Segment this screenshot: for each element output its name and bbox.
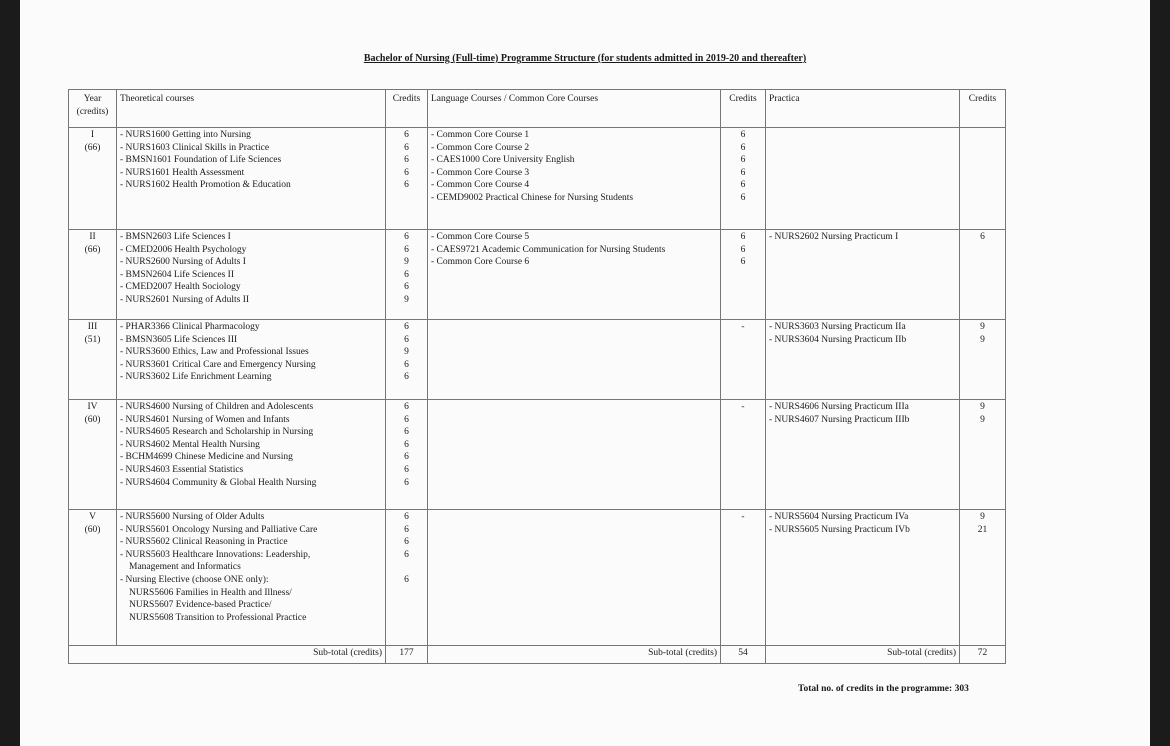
no-language-credits: -	[741, 402, 745, 412]
credit-value: 6	[404, 439, 409, 450]
credit-value: 9	[980, 334, 985, 345]
course-item: - NURS1601 Health Assessment	[120, 167, 382, 180]
year-cell	[69, 320, 117, 400]
spacer	[389, 561, 424, 574]
theoretical-cell	[117, 320, 386, 400]
language-course-item: - Common Core Course 5	[431, 231, 717, 244]
elective-credit: 6	[404, 574, 409, 585]
credit-value: 6	[740, 192, 746, 203]
year-row	[69, 128, 1006, 230]
language-cell	[428, 320, 721, 400]
credit-value: 6	[980, 232, 985, 242]
course-item: - NURS4602 Mental Health Nursing	[120, 439, 382, 452]
course-item: - NURS4605 Research and Scholarship in Nursing	[120, 426, 382, 439]
credit-value: 6	[740, 142, 746, 153]
credit-value: 6	[404, 155, 409, 166]
credit-value: 6	[404, 537, 409, 548]
page-title: Bachelor of Nursing (Full-time) Programme Structure (for students admitted in 2019-20 and thereafter)	[363, 53, 807, 64]
language-course-item: - CAES9721 Academic Communication for Nursing Students	[431, 244, 717, 257]
header-language: Language Courses / Common Core Courses	[428, 90, 721, 128]
credit-value: 6	[404, 180, 409, 191]
credit-value: 6	[404, 130, 409, 140]
language-course-item: - CEMD9002 Practical Chinese for Nursing Students	[431, 192, 717, 205]
credit-value: 6	[404, 549, 409, 560]
header-credits-3: Credits	[960, 90, 1006, 128]
header-practica: Practica	[766, 90, 960, 128]
language-course-item: - Common Core Course 6	[431, 256, 717, 269]
credit-value: 6	[740, 167, 746, 178]
credit-value: 6	[404, 512, 409, 522]
credit-value: 6	[740, 180, 746, 191]
credit-value: 9	[404, 347, 409, 358]
credit-value: 6	[404, 452, 409, 463]
subtotal-value-3: 72	[960, 646, 1006, 664]
header-row	[69, 90, 1006, 128]
course-item: - BMSN3605 Life Sciences III	[120, 334, 382, 347]
theoretical-cell	[117, 400, 386, 510]
subtotal-label-3: Sub-total (credits)	[766, 646, 960, 664]
credit-value: 9	[980, 414, 985, 425]
language-cell	[428, 128, 721, 230]
course-item: - BMSN2603 Life Sciences I	[120, 231, 382, 244]
practica-credits-cell	[960, 230, 1006, 320]
course-item: - NURS4601 Nursing of Women and Infants	[120, 414, 382, 427]
header-year	[69, 90, 117, 128]
course-item: - NURS4604 Community & Global Health Nursing	[120, 477, 382, 490]
year-cell	[69, 230, 117, 320]
credit-value: 6	[404, 372, 409, 383]
subtotal-row	[69, 646, 1006, 664]
practicum-item: - NURS3603 Nursing Practicum IIa	[769, 321, 956, 334]
practicum-item: - NURS3604 Nursing Practicum IIb	[769, 334, 956, 347]
language-cell	[428, 510, 721, 646]
credit-value: 6	[404, 477, 409, 488]
header-year-sub: (credits)	[76, 106, 109, 117]
language-course-item: - CAES1000 Core University English	[431, 154, 717, 167]
course-item: - NURS3600 Ethics, Law and Professional Issues	[120, 346, 382, 359]
practica-credits-cell	[960, 400, 1006, 510]
credit-value: 6	[404, 244, 409, 255]
no-language-credits: -	[741, 512, 745, 522]
document-page	[20, 0, 1150, 746]
course-item: - NURS5601 Oncology Nursing and Palliative Care	[120, 524, 382, 537]
year-row	[69, 230, 1006, 320]
credit-value: 6	[404, 402, 409, 412]
practica-cell	[766, 400, 960, 510]
year-credits: (51)	[84, 334, 101, 345]
credit-value: 9	[404, 294, 409, 305]
subtotal-label-2: Sub-total (credits)	[428, 646, 721, 664]
language-credits-cell	[721, 400, 766, 510]
header-year-label: Year	[83, 94, 102, 104]
course-item: - NURS5603 Healthcare Innovations: Leadership,	[120, 549, 382, 562]
subtotal-value-2: 54	[721, 646, 766, 664]
course-item: - NURS1602 Health Promotion & Education	[120, 179, 382, 192]
year-cell	[69, 400, 117, 510]
course-item: - NURS5602 Clinical Reasoning in Practice	[120, 536, 382, 549]
year-label: I	[90, 130, 95, 140]
course-item: - NURS4600 Nursing of Children and Adolescents	[120, 401, 382, 414]
practicum-item: - NURS4606 Nursing Practicum IIIa	[769, 401, 956, 414]
theoretical-credits-cell	[386, 400, 428, 510]
credit-value: 6	[740, 244, 746, 255]
practicum-item: - NURS2602 Nursing Practicum I	[769, 231, 956, 244]
programme-table	[68, 89, 1006, 664]
year-credits: (66)	[84, 142, 101, 153]
credit-value: 6	[404, 414, 409, 425]
total-credits: Total no. of credits in the programme: 303	[798, 684, 969, 694]
theoretical-credits-cell	[386, 128, 428, 230]
credit-value: 6	[404, 282, 409, 293]
year-label: II	[89, 232, 96, 242]
credit-value: 6	[404, 167, 409, 178]
practicum-item: - NURS5604 Nursing Practicum IVa	[769, 511, 956, 524]
credit-value: 9	[980, 402, 985, 412]
practicum-item: - NURS4607 Nursing Practicum IIIb	[769, 414, 956, 427]
year-row	[69, 510, 1006, 646]
year-row	[69, 320, 1006, 400]
credit-value: 6	[740, 130, 746, 140]
course-item: - NURS2600 Nursing of Adults I	[120, 256, 382, 269]
course-item: - BMSN1601 Foundation of Life Sciences	[120, 154, 382, 167]
credit-value: 9	[980, 322, 985, 332]
course-item: - CMED2006 Health Psychology	[120, 244, 382, 257]
year-label: III	[87, 322, 98, 332]
credit-value: 6	[404, 427, 409, 438]
credit-value: 6	[404, 524, 409, 535]
elective-heading: - Nursing Elective (choose ONE only):	[120, 574, 382, 587]
theoretical-credits-cell	[386, 320, 428, 400]
credit-value: 6	[404, 334, 409, 345]
practica-cell	[766, 230, 960, 320]
course-item: - PHAR3366 Clinical Pharmacology	[120, 321, 382, 334]
credit-value: 6	[740, 257, 746, 268]
credit-value: 6	[740, 232, 746, 242]
credit-value: 6	[404, 232, 409, 242]
language-cell	[428, 230, 721, 320]
subtotal-label-1: Sub-total (credits)	[69, 646, 386, 664]
language-cell	[428, 400, 721, 510]
year-credits: (60)	[84, 524, 101, 535]
header-credits-1: Credits	[386, 90, 428, 128]
practica-credits-cell	[960, 128, 1006, 230]
credit-value: 6	[740, 155, 746, 166]
theoretical-cell	[117, 510, 386, 646]
language-credits-cell	[721, 510, 766, 646]
year-credits: (66)	[84, 244, 101, 255]
credit-value: 6	[404, 269, 409, 280]
credit-value: 6	[404, 142, 409, 153]
header-theoretical: Theoretical courses	[117, 90, 386, 128]
language-course-item: - Common Core Course 4	[431, 179, 717, 192]
year-cell	[69, 510, 117, 646]
theoretical-credits-cell	[386, 230, 428, 320]
elective-option: NURS5608 Transition to Professional Practice	[129, 612, 307, 623]
practica-credits-cell	[960, 510, 1006, 646]
year-row	[69, 400, 1006, 510]
theoretical-credits-cell	[386, 510, 428, 646]
header-credits-2: Credits	[721, 90, 766, 128]
language-course-item: - Common Core Course 3	[431, 167, 717, 180]
year-label: V	[89, 512, 96, 522]
course-item: - BCHM4699 Chinese Medicine and Nursing	[120, 451, 382, 464]
theoretical-cell	[117, 128, 386, 230]
subtotal-value-1: 177	[386, 646, 428, 664]
year-cell	[69, 128, 117, 230]
language-credits-cell	[721, 128, 766, 230]
credit-value: 21	[977, 524, 988, 535]
theoretical-cell	[117, 230, 386, 320]
practica-cell	[766, 320, 960, 400]
language-course-item: - Common Core Course 2	[431, 142, 717, 155]
course-item: - NURS1603 Clinical Skills in Practice	[120, 142, 382, 155]
no-language-credits: -	[741, 322, 745, 332]
credit-value: 6	[404, 322, 409, 332]
elective-option: NURS5606 Families in Health and Illness/	[129, 587, 292, 598]
practica-credits-cell	[960, 320, 1006, 400]
practica-cell	[766, 510, 960, 646]
course-item: - NURS3601 Critical Care and Emergency Nursing	[120, 359, 382, 372]
language-credits-cell	[721, 320, 766, 400]
credit-value: 9	[980, 512, 985, 522]
elective-option: NURS5607 Evidence-based Practice/	[129, 600, 272, 611]
language-course-item: - Common Core Course 1	[431, 129, 717, 142]
course-item: - NURS4603 Essential Statistics	[120, 464, 382, 477]
course-item: - NURS1600 Getting into Nursing	[120, 129, 382, 142]
credit-value: 6	[404, 464, 409, 475]
course-item: - NURS2601 Nursing of Adults II	[120, 294, 382, 307]
language-credits-cell	[721, 230, 766, 320]
course-item-continued: Management and Informatics	[129, 562, 241, 573]
course-item: - CMED2007 Health Sociology	[120, 281, 382, 294]
practica-cell	[766, 128, 960, 230]
year-label: IV	[87, 402, 98, 412]
year-credits: (60)	[84, 414, 101, 425]
course-item: - NURS5600 Nursing of Older Adults	[120, 511, 382, 524]
credit-value: 6	[404, 359, 409, 370]
practicum-item: - NURS5605 Nursing Practicum IVb	[769, 524, 956, 537]
course-item: - BMSN2604 Life Sciences II	[120, 269, 382, 282]
credit-value: 9	[404, 257, 409, 268]
course-item: - NURS3602 Life Enrichment Learning	[120, 371, 382, 384]
